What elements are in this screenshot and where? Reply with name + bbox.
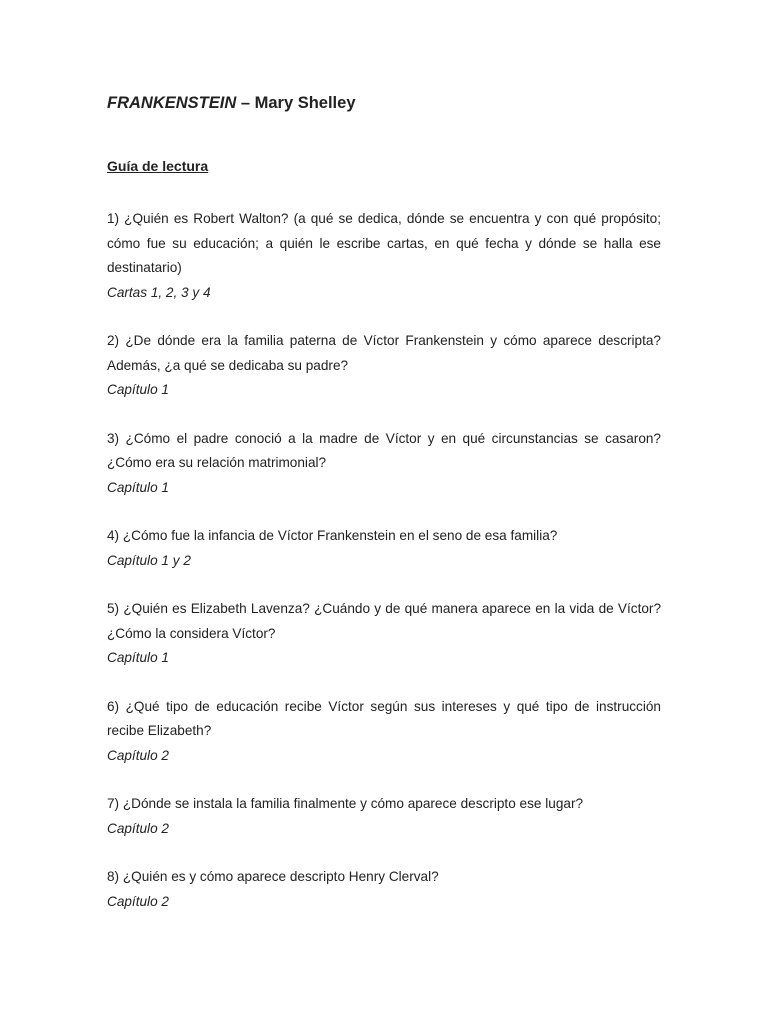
document-title (107, 92, 661, 114)
question-item (107, 865, 661, 914)
question-list (107, 207, 661, 914)
question-item (107, 524, 661, 573)
question-item (107, 207, 661, 305)
question-item (107, 792, 661, 841)
chapter-reference: Capítulo 2 (107, 893, 169, 909)
question-text: 8) ¿Quién es y cómo aparece descripto Henry Clerval? (107, 869, 439, 884)
chapter-reference: Capítulo 1 (107, 479, 169, 495)
chapter-reference: Capítulo 2 (107, 820, 169, 836)
author-name: – Mary Shelley (236, 94, 356, 112)
question-text: 2) ¿De dónde era la familia paterna de Víctor Frankenstein y cómo aparece descripta? Además, ¿a qué se dedicaba su padre? (107, 333, 661, 373)
question-item (107, 427, 661, 501)
chapter-reference: Capítulo 1 (107, 382, 169, 397)
question-text: 6) ¿Qué tipo de educación recibe Víctor según sus intereses y qué tipo de instrucción recibe Elizabeth? (107, 698, 661, 738)
chapter-reference: Capítulo 1 (107, 650, 169, 665)
question-text: 1) ¿Quién es Robert Walton? (a qué se dedica, dónde se encuentra y con qué propósito; cómo fue su educación; a quién le escribe cartas, en qué fecha y dónde se halla ese destinatario) (107, 211, 661, 275)
chapter-reference: Cartas 1, 2, 3 y 4 (107, 284, 211, 300)
question-item (107, 597, 661, 671)
question-text: 7) ¿Dónde se instala la familia finalmente y cómo aparece descripto ese lugar? (107, 796, 584, 811)
question-text: 3) ¿Cómo el padre conoció a la madre de Víctor y en qué circunstancias se casaron? ¿Cómo era su relación matrimonial? (107, 430, 661, 470)
question-text: 5) ¿Quién es Elizabeth Lavenza? ¿Cuándo y de qué manera aparece en la vida de Víctor? ¿Cómo la considera Víctor? (107, 601, 661, 641)
question-item (107, 695, 661, 769)
question-text: 4) ¿Cómo fue la infancia de Víctor Frankenstein en el seno de esa familia? (107, 528, 558, 543)
chapter-reference: Capítulo 2 (107, 747, 169, 763)
chapter-reference: Capítulo 1 y 2 (107, 552, 191, 568)
reading-guide-heading: Guía de lectura (107, 158, 209, 174)
document-content (107, 92, 661, 914)
question-item (107, 329, 661, 403)
book-title: FRANKENSTEIN (107, 94, 237, 112)
